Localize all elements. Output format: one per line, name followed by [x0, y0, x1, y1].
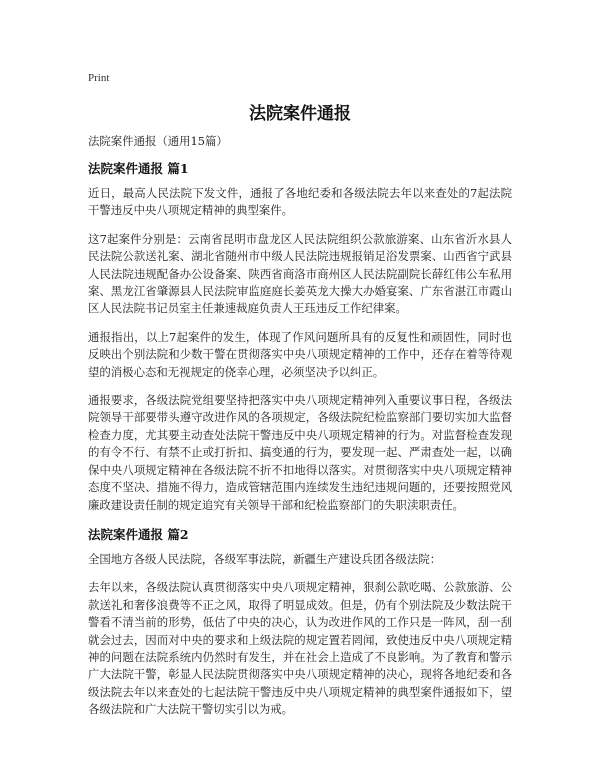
paragraph: 通报要求，各级法院党组要坚持把落实中央八项规定精神列入重要议事日程，各级法院领导干部要带头遵守改进作风的各项规定，各级法院纪检监察部门要切实加大监督检查力度，尤其要主动查处法院干警违反中央八项规定精神的行为。对监督检查发现的有令不行、有禁不止或打折扣、搞变通的行为，要发现一起、严肃查处一起，以确保中央八项规定精神在各级法院不折不扣地得以落实。对贯彻落实中央八项规定精神态度不坚决、措施不得力，造成管辖范围内连续发生违纪违规问题的，还要按照党风廉政建设责任制的规定追究有关领导干部和纪检监察部门的失职渎职责任。: [88, 393, 512, 512]
print-link[interactable]: Print: [88, 72, 110, 84]
section-1: [88, 160, 512, 514]
article-subtitle: 法院案件通报（通用15篇）: [88, 134, 228, 148]
section-heading: 法院案件通报 篇2: [88, 526, 189, 542]
paragraph: 去年以来，各级法院认真贯彻落实中央八项规定精神，狠刹公款吃喝、公款旅游、公款送礼和奢侈浪费等不正之风，取得了明显成效。但是，仍有个别法院及少数法院干警看不清当前的形势，低估了中央的决心，认为改进作风的工作只是一阵风，刮一刮就会过去，因而对中央的要求和上级法院的规定置若罔闻，致使违反中央八项规定精神的问题在法院系统内仍然时有发生，并在社会上造成了不良影响。为了教育和警示广大法院干警，彰显人民法院贯彻落实中央八项规定精神的决心，现将各地纪委和各级法院去年以来查处的七起法院干警违反中央八项规定精神的典型案件通报如下，望各级法院和广大法院干警切实引以为戒。: [88, 580, 512, 717]
section-2: [88, 526, 512, 719]
article-body: [88, 133, 512, 730]
page-title: 法院案件通报: [249, 104, 351, 124]
paragraph: 通报指出，以上7起案件的发生，体现了作风问题所具有的反复性和顽固性，同时也反映出个别法院和少数干警在贯彻落实中央八项规定精神的工作中，还存在着等待观望的消极心态和无视规定的侥幸心理，必须坚决予以纠正。: [88, 329, 512, 379]
section-heading: 法院案件通报 篇1: [88, 161, 189, 176]
paragraph: 全国地方各级人民法院，各级军事法院，新疆生产建设兵团各级法院：: [88, 551, 442, 566]
paragraph: 近日，最高人民法院下发文件，通报了各地纪委和各级法院去年以来查处的7起法院干警违反中央八项规定精神的典型案件。: [88, 186, 512, 218]
paragraph: 这7起案件分别是：云南省昆明市盘龙区人民法院组织公款旅游案、山东省沂水县人民法院公款送礼案、湖北省随州市中级人民法院违规报销足浴发票案、山西省宁武县人民法院违规配备办公设备案、陕西省商洛市商州区人民法院副院长薛红伟公车私用案、黑龙江省肇源县人民法院审监庭庭长姜英龙大操大办婚宴案、广东省湛江市霞山区人民法院书记员室主任兼速裁庭负责人王珏违反工作纪律案。: [88, 231, 512, 316]
